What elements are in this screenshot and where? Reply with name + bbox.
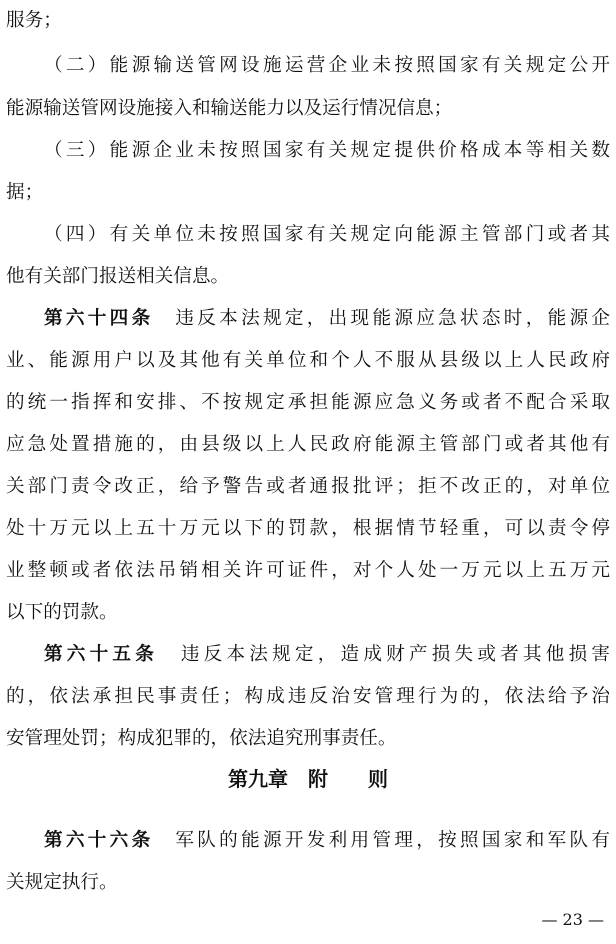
text-line-8: [44, 304, 610, 334]
line-text: 违反本法规定，造成财产损失或者其他损害: [180, 644, 610, 665]
line-text: 服务；: [6, 10, 62, 31]
text-line-2: [44, 51, 610, 81]
line-text: 应急处置措施的，由县级以上人民政府能源主管部门或者其他有: [6, 434, 610, 455]
line-text: 的统一指挥和安排、不按规定承担能源应急义务或者不配合采取: [6, 392, 610, 413]
article-title-65: 第六十五条: [44, 644, 159, 665]
text-line-20: [6, 868, 610, 898]
text-line-14: [6, 556, 610, 586]
line-text: 能源输送管网设施接入和输送能力以及运行情况信息；: [6, 98, 453, 119]
line-text: 以下的罚款。: [6, 602, 118, 623]
text-line-13: [6, 514, 610, 544]
chapter-heading: 第九章 附 则: [228, 767, 388, 791]
line-text: 处十万元以上五十万元以下的罚款，根据情节轻重，可以责令停: [6, 518, 610, 539]
text-line-3: [6, 94, 610, 124]
line-text: 据；: [6, 182, 44, 203]
text-line-4: [44, 136, 610, 166]
line-text: 违反本法规定，出现能源应急状态时，能源企: [175, 308, 610, 329]
article-title-64: 第六十四条: [44, 308, 154, 329]
line-text: 的，依法承担民事责任；构成违反治安管理行为的，依法给予治: [6, 686, 610, 707]
text-line-15: [6, 598, 610, 628]
text-line-6: [44, 220, 610, 250]
line-text: 军队的能源开发利用管理，按照国家和军队有: [175, 830, 610, 851]
line-text: 关规定执行。: [6, 872, 118, 893]
line-text: （四）有关单位未按照国家有关规定向能源主管部门或者其: [44, 224, 610, 245]
text-line-11: [6, 430, 610, 460]
line-text: （二）能源输送管网设施运营企业未按照国家有关规定公开: [44, 55, 610, 76]
text-line-1: [6, 6, 610, 36]
text-line-12: [6, 472, 610, 502]
text-line-5: [6, 178, 610, 208]
line-text: 安管理处罚；构成犯罪的，依法追究刑事责任。: [6, 728, 397, 749]
text-line-19: [44, 826, 610, 856]
text-line-17: [6, 682, 610, 712]
line-text: 业整顿或者依法吊销相关许可证件，对个人处一万元以上五万元: [6, 560, 610, 581]
line-text: 业、能源用户以及其他有关单位和个人不服从县级以上人民政府: [6, 350, 610, 371]
page-number: — 23 —: [541, 910, 604, 929]
line-text: 关部门责令改正，给予警告或者通报批评；拒不改正的，对单位: [6, 476, 610, 497]
text-line-10: [6, 388, 610, 418]
text-line-9: [6, 346, 610, 376]
text-line-16: [44, 640, 610, 670]
text-line-7: [6, 262, 610, 292]
text-line-18: [6, 724, 610, 754]
line-text: 他有关部门报送相关信息。: [6, 266, 230, 287]
line-text: （三）能源企业未按照国家有关规定提供价格成本等相关数: [44, 140, 610, 161]
article-title-66: 第六十六条: [44, 830, 154, 851]
